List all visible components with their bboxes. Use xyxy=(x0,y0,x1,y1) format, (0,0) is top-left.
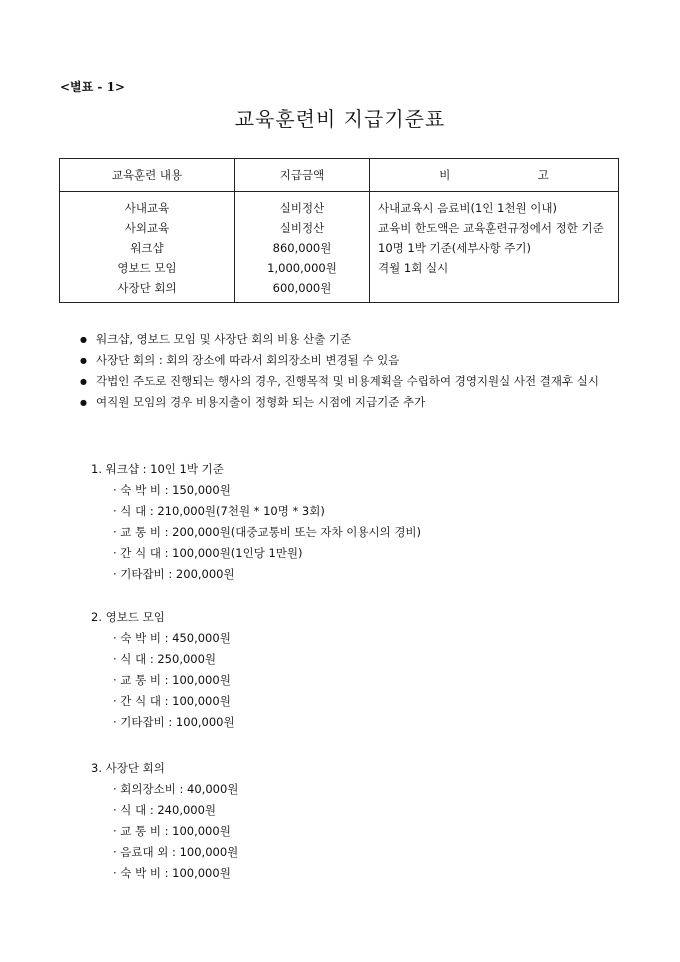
amount-item: 실비정산 xyxy=(279,221,325,235)
content-cell xyxy=(60,192,235,303)
section-item: · 숙 박 비 : 100,000원 xyxy=(113,866,231,880)
content-item: 워크샵 xyxy=(130,241,164,255)
table-header-row xyxy=(60,159,619,192)
header-remarks-2: 고 xyxy=(537,168,549,182)
section-workshop xyxy=(91,458,421,585)
section-heading: 1. 워크샵 : 10인 1박 기준 xyxy=(91,462,224,476)
table-row xyxy=(60,192,619,303)
appendix-label: <별표 - 1> xyxy=(60,80,125,94)
section-item: · 회의장소비 : 40,000원 xyxy=(113,782,239,796)
section-item: · 기타잡비 : 200,000원 xyxy=(113,567,235,581)
section-item: · 식 대 : 210,000원(7천원 * 10명 * 3회) xyxy=(113,504,325,518)
section-item: · 식 대 : 240,000원 xyxy=(113,803,217,817)
header-remarks-1: 비 xyxy=(439,168,451,182)
amount-item: 600,000원 xyxy=(272,281,332,295)
bullet-item: ● 각법인 주도로 진행되는 행사의 경우, 진행목적 및 비용계획을 수립하여 경영지원실 사전 결재후 실시 xyxy=(80,371,625,392)
content-item: 사장단 회의 xyxy=(117,281,177,295)
content-item: 사외교육 xyxy=(124,221,170,235)
section-item: · 간 식 대 : 100,000원(1인당 1만원) xyxy=(113,546,303,560)
criteria-bullet-list xyxy=(80,329,625,413)
section-item: · 교 통 비 : 100,000원 xyxy=(113,824,231,838)
section-item: · 간 식 대 : 100,000원 xyxy=(113,694,231,708)
remark-item: 교육비 한도액은 교육훈련규정에서 정한 기준 xyxy=(378,221,604,235)
header-amount: 지급금액 xyxy=(235,159,370,192)
section-item: · 숙 박 비 : 150,000원 xyxy=(113,483,231,497)
header-content: 교육훈련 내용 xyxy=(60,159,235,192)
bullet-item: ● 워크샵, 영보드 모임 및 사장단 회의 비용 산출 기준 xyxy=(80,329,625,350)
amount-item: 실비정산 xyxy=(279,201,325,215)
bullet-item: ● 사장단 회의 : 회의 장소에 따라서 회의장소비 변경될 수 있음 xyxy=(80,350,625,371)
section-young-board xyxy=(91,606,235,733)
section-item: · 교 통 비 : 200,000원(대중교통비 또는 자차 이용시의 경비) xyxy=(113,525,422,539)
section-item: · 음료대 외 : 100,000원 xyxy=(113,845,239,859)
section-heading: 2. 영보드 모임 xyxy=(91,610,165,624)
allowance-table xyxy=(59,158,619,303)
remark-item: 사내교육시 음료비(1인 1천원 이내) xyxy=(378,201,557,215)
section-item: · 기타잡비 : 100,000원 xyxy=(113,715,235,729)
amount-item: 860,000원 xyxy=(272,241,332,255)
remarks-cell xyxy=(370,192,619,303)
remark-item: 격월 1회 실시 xyxy=(378,261,449,275)
section-heading: 3. 사장단 회의 xyxy=(91,761,165,775)
bullet-item: ● 여직원 모임의 경우 비용지출이 정형화 되는 시점에 지급기준 추가 xyxy=(80,392,625,413)
content-item: 영보드 모임 xyxy=(117,261,177,275)
amount-cell xyxy=(235,192,370,303)
section-item: · 숙 박 비 : 450,000원 xyxy=(113,631,231,645)
header-remarks xyxy=(370,159,619,192)
page-title: 교육훈련비 지급기준표 xyxy=(234,107,446,131)
section-executive-meeting xyxy=(91,757,238,884)
section-item: · 식 대 : 250,000원 xyxy=(113,652,217,666)
content-item: 사내교육 xyxy=(124,201,170,215)
remark-item: 10명 1박 기준(세부사항 주기) xyxy=(378,241,531,255)
amount-item: 1,000,000원 xyxy=(267,261,337,275)
section-item: · 교 통 비 : 100,000원 xyxy=(113,673,231,687)
